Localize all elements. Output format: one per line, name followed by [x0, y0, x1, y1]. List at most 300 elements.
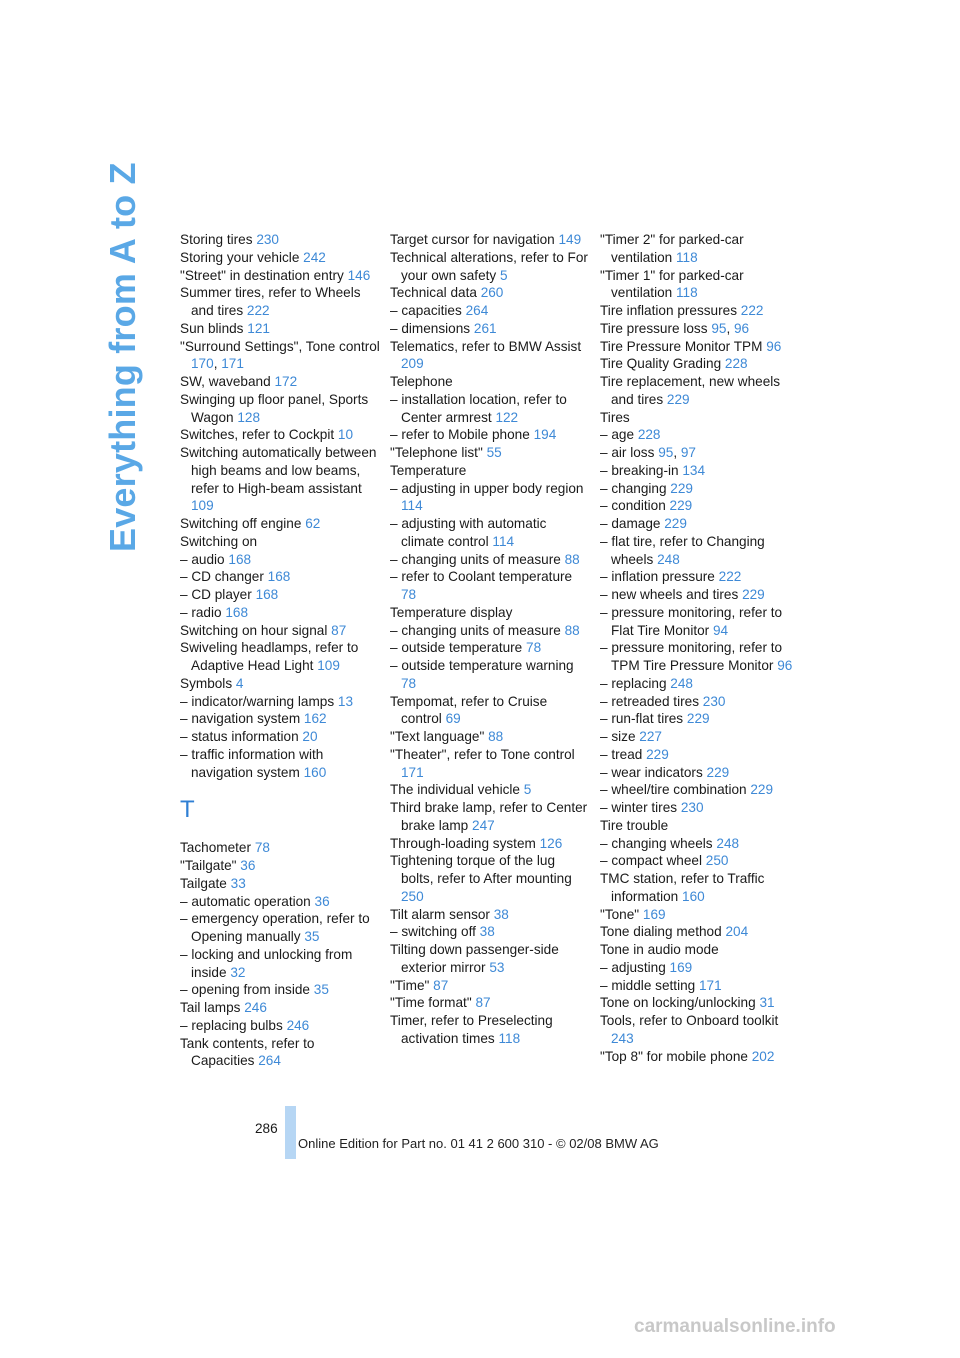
- index-entry-term: Switching automatically between high beams and low beams, refer to High-beam assistant: [180, 445, 377, 496]
- page-reference-link[interactable]: 109: [317, 658, 340, 673]
- index-entry: [390, 781, 590, 799]
- index-entry-term: – condition: [600, 498, 666, 514]
- index-entry: [600, 746, 800, 764]
- index-entry-term: TMC station, refer to Traffic information: [600, 871, 765, 904]
- index-entry-term: Telephone: [390, 374, 453, 389]
- index-entry: [180, 373, 380, 391]
- index-entry: [390, 320, 590, 338]
- index-entry: [180, 391, 380, 427]
- index-entry: [180, 444, 380, 515]
- page-reference-link[interactable]: 250: [401, 888, 424, 904]
- page-reference-link[interactable]: 172: [274, 374, 298, 389]
- index-entry-term: Tempomat, refer to Cruise control: [390, 693, 548, 727]
- index-entry-term: Tire Pressure Monitor TPM: [600, 338, 763, 354]
- index-entry-term: Sun blinds: [180, 320, 244, 336]
- page-reference-link[interactable]: 121: [247, 320, 270, 336]
- index-entry-term: – audio: [180, 551, 225, 567]
- page-reference-link[interactable]: 62: [305, 516, 321, 531]
- index-entry-term: Tightening torque of the lug bolts, refer to After mounting: [390, 853, 572, 886]
- page-reference-link[interactable]: 114: [401, 498, 423, 514]
- index-entry-term: – changing units of measure: [390, 551, 561, 567]
- page-reference-link[interactable]: 261: [473, 320, 497, 336]
- index-entry: [180, 426, 380, 444]
- index-entry-term: The individual vehicle: [390, 782, 520, 798]
- index-entry: [600, 977, 800, 995]
- index-entry-term: Tachometer: [180, 840, 252, 856]
- page-reference-link[interactable]: 222: [718, 569, 742, 585]
- page-reference-link[interactable]: 229: [646, 746, 669, 762]
- index-entry: [390, 231, 590, 249]
- index-entry-term: Tail lamps: [180, 1000, 241, 1015]
- index-entry: [390, 391, 590, 427]
- page-reference-link[interactable]: 35: [313, 982, 329, 998]
- index-entry-term: Switching on hour signal: [180, 622, 328, 638]
- page-reference-link[interactable]: 97: [680, 445, 696, 460]
- page-reference-link[interactable]: 38: [479, 924, 495, 940]
- index-entry-term: "Timer 1" for parked-car ventilation: [600, 267, 744, 301]
- page-reference-link[interactable]: 171: [699, 977, 722, 993]
- index-entry: [390, 604, 590, 622]
- index-entry-term: – flat tire, refer to Changing wheels: [600, 533, 765, 567]
- page-reference-link[interactable]: 69: [445, 711, 461, 727]
- page-reference-link[interactable]: 160: [682, 888, 705, 904]
- index-entry-term: Swiveling headlamps, refer to Adaptive Head Light: [180, 640, 359, 673]
- index-entry: [180, 515, 380, 533]
- index-entry-term: Third brake lamp, refer to Center brake lamp: [390, 800, 588, 833]
- index-entry: [180, 839, 380, 857]
- page-reference-link[interactable]: 126: [539, 835, 563, 851]
- index-entry-term: – adjusting in upper body region: [390, 480, 584, 496]
- index-entry-term: – compact wheel: [600, 853, 703, 869]
- index-entry-term: – middle setting: [600, 977, 696, 993]
- index-entry: [390, 515, 590, 551]
- index-entry: [390, 568, 590, 604]
- index-entry: [600, 480, 800, 498]
- index-entry: [180, 533, 380, 551]
- page-reference-link[interactable]: 222: [246, 303, 270, 318]
- page-reference-link[interactable]: 134: [682, 462, 706, 478]
- index-entry-term: – tread: [600, 746, 643, 762]
- index-entry: [390, 639, 590, 657]
- page-reference-link[interactable]: 87: [331, 622, 347, 638]
- page-reference-link[interactable]: 118: [498, 1030, 521, 1046]
- page-reference-link[interactable]: 32: [230, 964, 246, 980]
- index-entry-term: Tire pressure loss: [600, 320, 708, 336]
- page-reference-link[interactable]: 96: [777, 658, 793, 673]
- index-entry-term: "Street" in destination entry: [180, 267, 344, 283]
- page-reference-link[interactable]: 160: [303, 764, 327, 780]
- index-entry-term: – wear indicators: [600, 764, 703, 780]
- index-entry-term: Tire Quality Grading: [600, 356, 722, 372]
- index-entry-term: – retreaded tires: [600, 693, 699, 709]
- page-reference-link[interactable]: 36: [314, 893, 330, 909]
- index-entry-term: – switching off: [390, 924, 476, 940]
- index-entry: [600, 639, 800, 675]
- index-entry: [600, 781, 800, 799]
- index-entry-term: Tire inflation pressures: [600, 303, 737, 318]
- index-entry-term: – air loss: [600, 445, 655, 460]
- index-entry: [600, 355, 800, 373]
- index-entry-term: Technical alterations, refer to For your own safety: [390, 249, 588, 283]
- index-entry-term: Telematics, refer to BMW Assist: [390, 338, 582, 354]
- index-entry-term: Tilting down passenger-side exterior mirror: [390, 942, 559, 975]
- index-entry-term: – pressure monitoring, refer to Flat Tire Monitor: [600, 604, 783, 638]
- index-entry: [180, 1035, 380, 1071]
- index-entry: [390, 462, 590, 480]
- page-reference-link[interactable]: 228: [724, 356, 748, 372]
- index-entry-term: – changing: [600, 480, 667, 496]
- index-column-2: [390, 231, 590, 1048]
- page-reference-link[interactable]: 168: [255, 587, 279, 602]
- index-entry-term: Storing tires: [180, 232, 253, 247]
- page-number: 286: [255, 1121, 278, 1136]
- index-entry-term: – automatic operation: [180, 893, 311, 909]
- index-column-3: [600, 231, 800, 1065]
- index-entry: [600, 941, 800, 959]
- index-entry-term: Through-loading system: [390, 835, 536, 851]
- index-entry: [180, 710, 380, 728]
- index-entry-term: Storing your vehicle: [180, 249, 300, 265]
- page-reference-link[interactable]: 146: [347, 267, 371, 283]
- index-entry-term: Timer, refer to Preselecting activation times: [390, 1013, 553, 1046]
- page-reference-link[interactable]: 114: [492, 533, 515, 549]
- index-entry-term: Swinging up floor panel, Sports Wagon: [180, 391, 369, 425]
- index-entry-term: Tire replacement, new wheels and tires: [600, 374, 781, 407]
- page-reference-link[interactable]: 118: [676, 285, 698, 301]
- index-entry: [600, 409, 800, 427]
- page-reference-link[interactable]: 31: [759, 995, 775, 1011]
- page-reference-link[interactable]: 55: [486, 445, 502, 460]
- index-entry-term: – wheel/tire combination: [600, 782, 747, 798]
- index-entry-term: – indicator/warning lamps: [180, 693, 335, 709]
- index-entry-term: – adjusting: [600, 959, 666, 975]
- index-entry: [390, 728, 590, 746]
- index-entry-term: Temperature display: [390, 604, 513, 620]
- index-entry: [600, 515, 800, 533]
- index-entry: Tire pressure loss 95, 96: [600, 320, 750, 336]
- index-entry: "Surround Settings", Tone control 170, 171: [180, 338, 380, 372]
- index-entry: [180, 568, 380, 586]
- index-entry: [390, 941, 590, 977]
- index-entry-term: "Tailgate": [180, 858, 237, 873]
- page-reference-link[interactable]: 95: [658, 445, 674, 460]
- page-reference-link[interactable]: 229: [670, 480, 693, 496]
- index-entry-term: "Tone": [600, 906, 640, 922]
- page-reference-link[interactable]: 118: [676, 249, 698, 265]
- index-entry: [180, 639, 380, 675]
- index-entry-term: – pressure monitoring, refer to TPM Tire Pressure Monitor: [600, 640, 783, 673]
- page-reference-link[interactable]: 20: [302, 729, 318, 744]
- page-reference-link[interactable]: 13: [337, 693, 354, 709]
- page-reference-link[interactable]: 260: [480, 285, 504, 301]
- page-reference-link[interactable]: 229: [750, 782, 774, 798]
- index-entry-term: – changing units of measure: [390, 622, 561, 638]
- index-entry: [600, 994, 800, 1012]
- index-entry: [600, 462, 800, 480]
- page-reference-link[interactable]: 4: [235, 675, 244, 691]
- index-entry: [600, 533, 800, 569]
- index-entry-term: Tire trouble: [600, 817, 669, 833]
- index-entry-term: – outside temperature: [390, 640, 523, 656]
- index-entry: [390, 835, 590, 853]
- index-entry-term: Tires: [600, 409, 630, 425]
- index-entry-term: – size: [600, 729, 636, 744]
- index-entry-term: "Time": [390, 977, 430, 993]
- page-reference-link[interactable]: 33: [230, 875, 246, 891]
- index-entry: [180, 893, 380, 911]
- page-reference-link[interactable]: 243: [611, 1030, 634, 1046]
- page-reference-link[interactable]: 242: [303, 249, 326, 265]
- page-reference-link[interactable]: 194: [533, 427, 557, 443]
- page-reference-link[interactable]: 87: [433, 977, 449, 993]
- index-entry: [180, 999, 380, 1017]
- page-reference-link[interactable]: 229: [666, 391, 690, 407]
- page-reference-link[interactable]: 149: [558, 232, 582, 247]
- page-reference-link[interactable]: 230: [702, 693, 726, 709]
- page-reference-link[interactable]: 78: [401, 587, 417, 602]
- page-reference-link[interactable]: 248: [657, 551, 680, 567]
- index-entry: [180, 320, 380, 338]
- page-reference-link[interactable]: 250: [705, 853, 729, 869]
- page-reference-link[interactable]: 222: [740, 303, 764, 318]
- page-reference-link[interactable]: 248: [716, 835, 740, 851]
- index-entry-term: – CD changer: [180, 569, 264, 585]
- section-letter-heading: T: [180, 796, 195, 824]
- index-entry: [600, 568, 800, 586]
- index-entry: [600, 604, 800, 640]
- page-reference-link[interactable]: 5: [499, 267, 508, 283]
- page-reference-link[interactable]: 229: [686, 711, 710, 727]
- page-reference-link[interactable]: 230: [680, 800, 704, 815]
- index-entry: [180, 231, 380, 249]
- page-reference-link[interactable]: 246: [286, 1017, 310, 1033]
- index-entry: [390, 852, 590, 905]
- page-reference-link[interactable]: 264: [465, 303, 489, 318]
- index-entry: [390, 302, 590, 320]
- index-entry: [600, 835, 800, 853]
- page-reference-link[interactable]: 88: [488, 729, 504, 744]
- index-entry-term: Summer tires, refer to Wheels and tires: [180, 285, 361, 318]
- index-entry: [390, 923, 590, 941]
- page-reference-link[interactable]: 35: [304, 929, 320, 944]
- page-reference-link[interactable]: 53: [489, 959, 505, 975]
- index-entry: [390, 799, 590, 835]
- index-entry-term: – outside temperature warning: [390, 658, 574, 673]
- page-reference-link[interactable]: 122: [495, 409, 519, 425]
- index-entry: [390, 977, 590, 995]
- index-entry-term: – refer to Mobile phone: [390, 427, 530, 443]
- page-reference-link[interactable]: 88: [564, 622, 580, 638]
- index-entry: [390, 338, 590, 374]
- page-reference-link[interactable]: 168: [225, 604, 249, 620]
- index-entry-term: Switching on: [180, 533, 258, 549]
- page-reference-link[interactable]: 78: [401, 675, 417, 691]
- index-entry: [180, 284, 380, 320]
- page-reference-link[interactable]: 96: [766, 338, 782, 354]
- page-reference-link[interactable]: 95: [711, 320, 727, 336]
- index-entry-term: "Timer 2" for parked-car ventilation: [600, 232, 744, 265]
- index-entry: [180, 946, 380, 982]
- page-reference-link[interactable]: 78: [254, 840, 270, 856]
- page-reference-link[interactable]: 209: [401, 356, 424, 372]
- index-entry-term: Tone on locking/unlocking: [600, 995, 756, 1011]
- index-entry-term: – age: [600, 427, 635, 443]
- index-entry-term: – replacing bulbs: [180, 1017, 283, 1033]
- index-entry: [600, 799, 800, 817]
- page-reference-link[interactable]: 202: [751, 1048, 775, 1064]
- page-reference-link[interactable]: 170: [191, 356, 214, 372]
- index-entry-term: Switching off engine: [180, 516, 302, 531]
- index-entry: [390, 657, 590, 693]
- index-entry-term: Technical data: [390, 285, 477, 301]
- page-reference-link[interactable]: 230: [256, 232, 279, 247]
- index-entry: [390, 551, 590, 569]
- index-entry: [600, 764, 800, 782]
- index-entry: [390, 480, 590, 516]
- page-reference-link[interactable]: 109: [191, 498, 214, 514]
- index-entry-term: – radio: [180, 604, 222, 620]
- index-entry: [390, 906, 590, 924]
- index-entry-term: – damage: [600, 516, 661, 531]
- page-reference-link[interactable]: 228: [637, 427, 661, 443]
- index-entry: [180, 249, 380, 267]
- index-entry-term: Tools, refer to Onboard toolkit: [600, 1013, 779, 1028]
- index-entry: [180, 728, 380, 746]
- index-entry-term: Tailgate: [180, 875, 227, 891]
- page-reference-link[interactable]: 10: [337, 427, 354, 443]
- index-entry: [390, 994, 590, 1012]
- page-reference-link[interactable]: 169: [642, 906, 666, 922]
- page-reference-link[interactable]: 246: [244, 1000, 267, 1015]
- page-reference-link[interactable]: 229: [706, 764, 730, 780]
- index-entry-term: – locking and unlocking from inside: [180, 946, 353, 980]
- page-reference-link[interactable]: 87: [475, 995, 491, 1011]
- index-entry: [390, 444, 590, 462]
- page-reference-link[interactable]: 88: [564, 551, 580, 567]
- index-entry-term: – inflation pressure: [600, 569, 715, 585]
- index-entry: [600, 267, 800, 303]
- index-entry: [600, 728, 800, 746]
- index-entry: [180, 875, 380, 893]
- index-entry: [180, 604, 380, 622]
- index-entry-term: "Surround Settings", Tone control: [180, 338, 380, 354]
- page-reference-link[interactable]: 168: [267, 569, 291, 585]
- page-reference-link[interactable]: 162: [303, 711, 327, 727]
- index-entry: [600, 959, 800, 977]
- index-column-1: [180, 231, 380, 1070]
- index-entry: [180, 622, 380, 640]
- index-entry: [600, 1048, 800, 1066]
- index-entry: [390, 622, 590, 640]
- index-entry-term: Symbols: [180, 675, 233, 691]
- index-entry-term: – installation location, refer to Center armrest: [390, 391, 567, 425]
- page-reference-link[interactable]: 227: [639, 729, 662, 744]
- index-entry-term: – traffic information with navigation system: [180, 746, 324, 780]
- index-entry-term: – emergency operation, refer to Opening manually: [180, 911, 370, 944]
- index-entry-term: Tone in audio mode: [600, 942, 719, 957]
- index-entry: [600, 338, 800, 356]
- index-entry: [600, 870, 800, 906]
- index-entry: [390, 249, 590, 285]
- index-entry-term: "Text language": [390, 729, 485, 744]
- index-entry: [600, 302, 800, 320]
- page-reference-link[interactable]: 169: [669, 959, 693, 975]
- index-entry: [180, 551, 380, 569]
- page-reference-link[interactable]: 36: [240, 858, 256, 873]
- index-entry-term: – capacities: [390, 303, 462, 318]
- page-reference-link[interactable]: 38: [493, 906, 509, 922]
- index-entry: [180, 910, 380, 946]
- index-entry: [600, 817, 800, 835]
- page-reference-link[interactable]: 247: [472, 817, 495, 833]
- index-entry: [390, 693, 590, 729]
- index-entry: [600, 373, 800, 409]
- index-entry-term: "Top 8" for mobile phone: [600, 1048, 748, 1064]
- index-entry-term: – CD player: [180, 587, 252, 602]
- index-entry-term: "Telephone list": [390, 445, 483, 460]
- index-entry: [600, 710, 800, 728]
- index-entry-term: Tank contents, refer to Capacities: [180, 1035, 315, 1069]
- page-reference-link[interactable]: 128: [237, 409, 261, 425]
- index-entry-term: – refer to Coolant temperature: [390, 569, 573, 585]
- index-entry-term: "Theater", refer to Tone control: [390, 746, 575, 762]
- index-entry-term: – new wheels and tires: [600, 587, 739, 602]
- index-entry-term: – replacing: [600, 675, 667, 691]
- watermark: carmanualsonline.info: [634, 1316, 836, 1337]
- index-entry-term: – dimensions: [390, 320, 471, 336]
- index-entry: [390, 746, 590, 782]
- footer-bar: [285, 1106, 296, 1159]
- index-entry-term: – navigation system: [180, 711, 301, 727]
- index-entry: [180, 267, 380, 285]
- index-entry: [600, 426, 800, 444]
- index-entry: [390, 1012, 590, 1048]
- page-reference-link[interactable]: 78: [526, 640, 542, 656]
- index-entry-term: – winter tires: [600, 800, 678, 815]
- index-entry-term: Tilt alarm sensor: [390, 906, 490, 922]
- index-entry: [390, 373, 590, 391]
- page-reference-link[interactable]: 204: [725, 924, 749, 940]
- page-reference-link[interactable]: 264: [258, 1053, 281, 1069]
- page-reference-link[interactable]: 248: [670, 675, 693, 691]
- index-entry: [600, 852, 800, 870]
- index-entry-term: – run-flat tires: [600, 711, 684, 727]
- page-reference-link[interactable]: 168: [228, 551, 252, 567]
- page-reference-link[interactable]: 94: [712, 622, 729, 638]
- page-reference-link[interactable]: 229: [664, 516, 687, 531]
- index-entry: [390, 284, 590, 302]
- side-title: Everything from A to Z: [102, 162, 143, 552]
- index-entry: [600, 923, 800, 941]
- index-entry: [180, 746, 380, 782]
- page-reference-link[interactable]: 229: [669, 498, 693, 514]
- index-entry: [600, 675, 800, 693]
- index-entry-term: – status information: [180, 729, 299, 744]
- page-reference-link[interactable]: 171: [221, 356, 244, 372]
- index-entry: [600, 906, 800, 924]
- footer-text: Online Edition for Part no. 01 41 2 600 310 - © 02/08 BMW AG: [298, 1136, 659, 1151]
- page-reference-link[interactable]: 229: [742, 587, 765, 602]
- page-reference-link[interactable]: 171: [401, 764, 424, 780]
- index-entry: [180, 1017, 380, 1035]
- index-entry-term: – opening from inside: [180, 982, 310, 998]
- index-entry-term: Tone dialing method: [600, 924, 722, 940]
- index-entry: – air loss 95, 97: [600, 445, 696, 460]
- index-entry: [600, 231, 800, 267]
- page-reference-link[interactable]: 5: [523, 782, 532, 798]
- index-entry: [180, 586, 380, 604]
- page-reference-link[interactable]: 96: [734, 320, 750, 336]
